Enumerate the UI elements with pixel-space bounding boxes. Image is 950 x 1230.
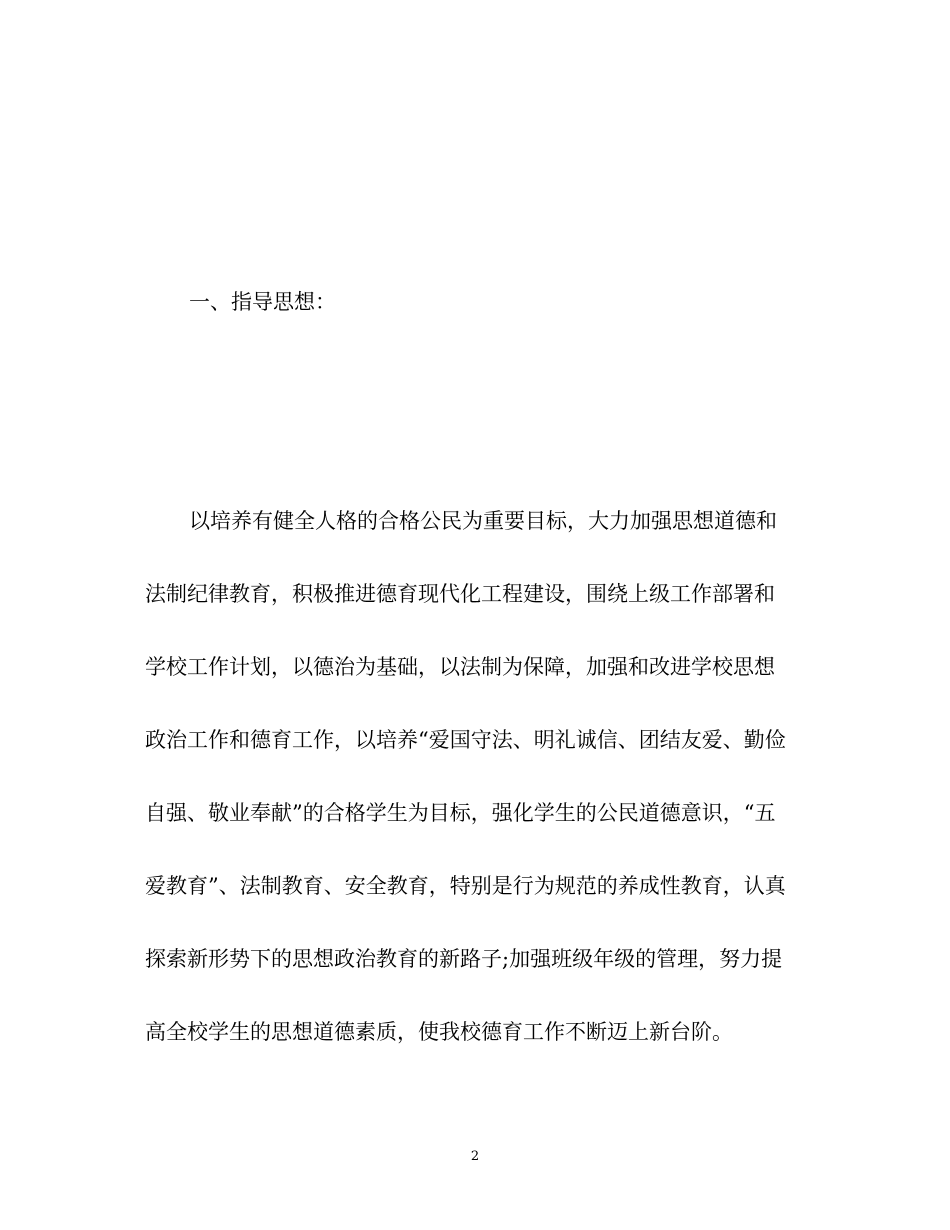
body-paragraph (145, 506, 825, 1090)
paragraph-line: 学校工作计划，以德治为基础，以法制为保障，加强和改进学校思想 (145, 655, 775, 679)
paragraph-line: 政治工作和德育工作，以培养“爱国守法、明礼诚信、团结友爱、勤俭 (145, 728, 786, 752)
paragraph-line: 高全校学生的思想道德素质，使我校德育工作不断迈上新台阶。 (145, 1020, 733, 1044)
paragraph-line: 自强、敬业奉献”的合格学生为目标，强化学生的公民道德意识，“五 (145, 801, 776, 825)
paragraph-line: 以培养有健全人格的合格公民为重要目标，大力加强思想道德和 (189, 509, 777, 533)
paragraph-line: 爱教育”、法制教育、安全教育，特别是行为规范的养成性教育，认真 (145, 874, 786, 898)
paragraph-line: 法制纪律教育，积极推进德育现代化工程建设，围绕上级工作部署和 (145, 582, 775, 606)
page-number: 2 (470, 1149, 480, 1164)
section-heading: 一、指导思想： (189, 290, 336, 314)
paragraph-line: 探索新形势下的思想政治教育的新路子;加强班级年级的管理，努力提 (145, 947, 783, 971)
